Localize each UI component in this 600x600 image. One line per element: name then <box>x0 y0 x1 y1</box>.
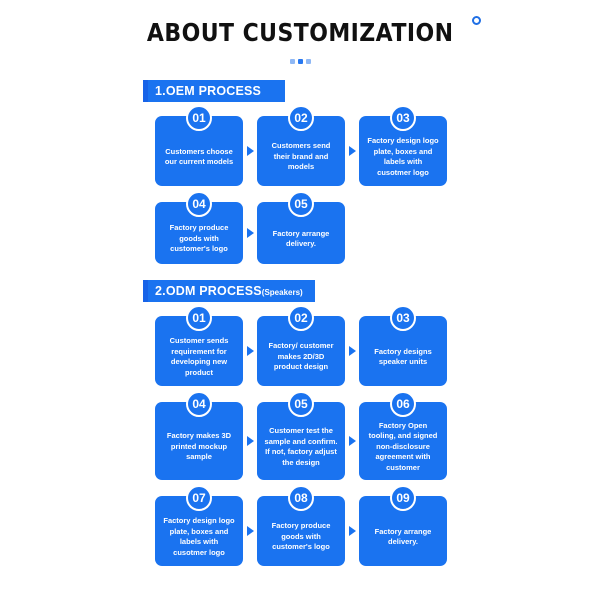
step-number-badge: 01 <box>186 105 212 131</box>
step-number-badge: 05 <box>288 391 314 417</box>
arrow-right-icon <box>243 526 257 536</box>
step-text: Factory design logo plate, boxes and labels with cusotmer logo <box>163 516 235 557</box>
step-text: Customer test the sample and confirm. If not, factory adjust the design <box>264 426 338 467</box>
section-heading-subtext: (Speakers) <box>261 288 303 297</box>
page-title: ABOUT CUSTOMIZATION <box>146 18 454 47</box>
step-text: Customers choose our current models <box>164 146 234 166</box>
step-number-badge: 07 <box>186 485 212 511</box>
step-text: Factory makes 3D printed mockup sample <box>166 431 232 462</box>
step-number-badge: 06 <box>390 391 416 417</box>
step-text: Factory arrange delivery. <box>374 526 432 546</box>
step-card <box>155 197 243 264</box>
step-number-badge: 09 <box>390 485 416 511</box>
section-heading-odm <box>143 280 315 302</box>
step-card <box>257 197 345 264</box>
step-card <box>257 111 345 186</box>
circle-accent-icon <box>472 16 481 25</box>
heading-label-box <box>148 280 315 302</box>
step-card <box>155 397 243 480</box>
dot-icon <box>306 59 311 64</box>
oem-row-1 <box>155 111 600 186</box>
dot-icon <box>290 59 295 64</box>
step-number-badge: 08 <box>288 485 314 511</box>
step-text: Factory arrange delivery. <box>272 228 330 248</box>
decor-dots <box>0 59 600 64</box>
oem-row-2 <box>155 197 600 264</box>
section-heading-text: 1.OEM PROCESS <box>155 84 262 98</box>
odm-row-1 <box>155 311 600 386</box>
step-text: Customers send their brand and models <box>271 141 331 172</box>
step-card <box>257 397 345 480</box>
arrow-right-icon <box>345 436 359 446</box>
step-card <box>155 491 243 566</box>
step-text: Factory produce goods with customer's logo <box>271 521 331 552</box>
arrow-right-icon <box>243 346 257 356</box>
step-text: Factory design logo plate, boxes and labels with cusotmer logo <box>367 136 439 177</box>
step-card <box>155 311 243 386</box>
step-text: Factory produce goods with customer's logo <box>169 223 229 254</box>
section-heading-text: 2.ODM PROCESS <box>155 284 262 298</box>
step-number-badge: 03 <box>390 105 416 131</box>
step-number-badge: 04 <box>186 191 212 217</box>
arrow-right-icon <box>243 228 257 238</box>
step-number-badge: 04 <box>186 391 212 417</box>
step-card <box>359 397 447 480</box>
odm-row-3 <box>155 491 600 566</box>
arrow-right-icon <box>243 146 257 156</box>
step-number-badge: 03 <box>390 305 416 331</box>
step-card <box>155 111 243 186</box>
arrow-right-icon <box>345 526 359 536</box>
arrow-right-icon <box>345 346 359 356</box>
step-card <box>257 311 345 386</box>
step-text: Factory designs speaker units <box>374 346 432 366</box>
dot-icon <box>298 59 303 64</box>
title-wrapper <box>126 18 474 47</box>
step-text: Factory Open tooling, and signed non-disclosure agreement with customer <box>368 420 438 472</box>
step-card <box>257 491 345 566</box>
step-text: Factory/ customer makes 2D/3D product design <box>268 341 334 372</box>
arrow-right-icon <box>345 146 359 156</box>
page-header <box>0 0 600 64</box>
step-number-badge: 01 <box>186 305 212 331</box>
step-card <box>359 491 447 566</box>
step-text: Customer sends requirement for developing new product <box>169 336 229 377</box>
arrow-right-icon <box>243 436 257 446</box>
step-number-badge: 02 <box>288 105 314 131</box>
odm-row-2 <box>155 397 600 480</box>
step-number-badge: 05 <box>288 191 314 217</box>
heading-label-box <box>148 80 285 102</box>
section-heading-oem <box>143 80 285 102</box>
step-card <box>359 311 447 386</box>
step-number-badge: 02 <box>288 305 314 331</box>
step-card <box>359 111 447 186</box>
